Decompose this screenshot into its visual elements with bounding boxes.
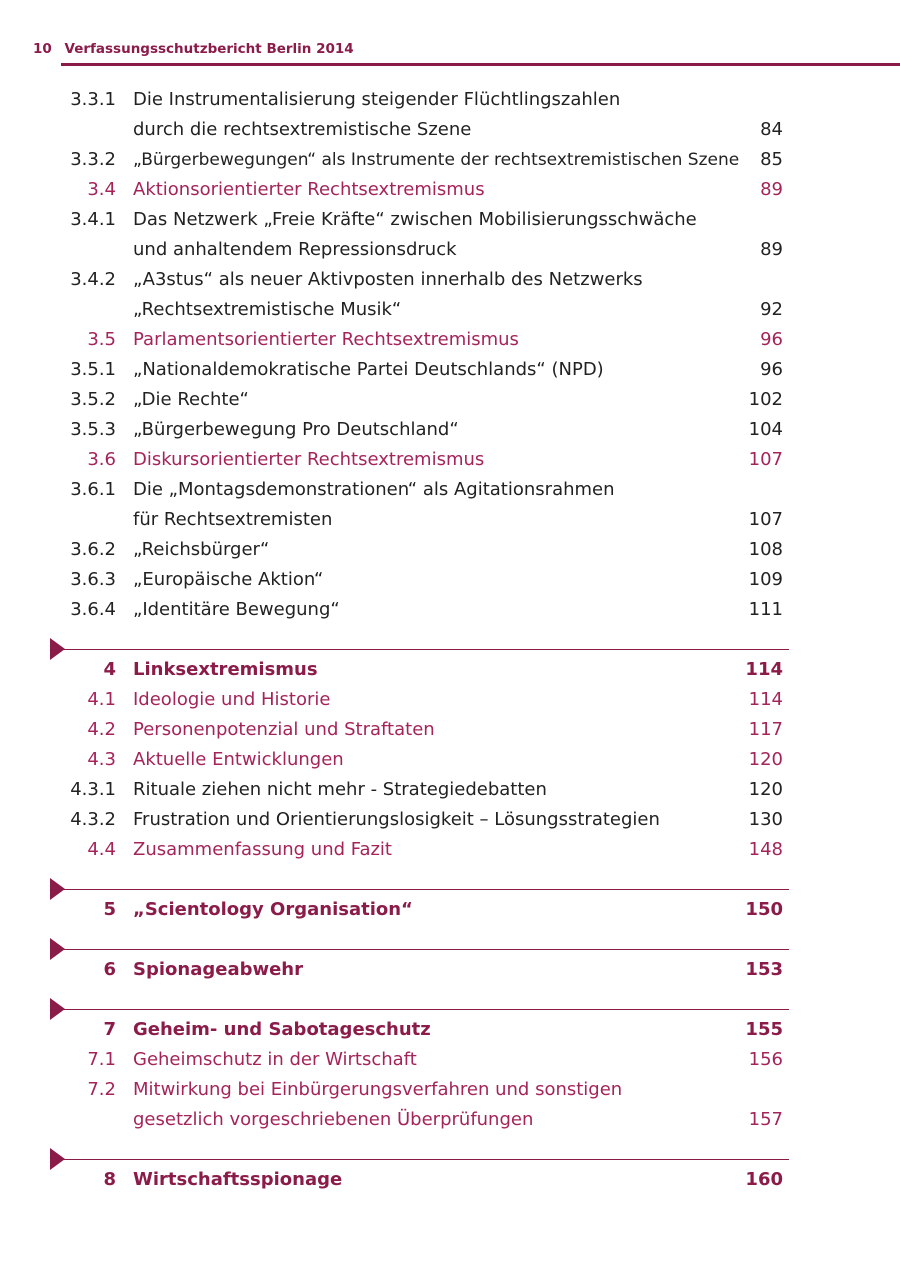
chapter-separator-line bbox=[62, 649, 789, 650]
toc-entry-title: Zusammenfassung und Fazit bbox=[133, 839, 392, 860]
toc-entry-number: 4.3.2 bbox=[70, 809, 116, 830]
toc-entry[interactable] bbox=[0, 895, 900, 925]
toc-entry[interactable] bbox=[0, 595, 900, 625]
toc-entry[interactable] bbox=[0, 1075, 900, 1105]
chapter-separator-line bbox=[62, 949, 789, 950]
toc-entry[interactable] bbox=[0, 85, 900, 115]
toc-entry-title: Rituale ziehen nicht mehr - Strategiedebatten bbox=[133, 779, 547, 800]
toc-entry-title: „A3stus“ als neuer Aktivposten innerhalb des Netzwerks bbox=[133, 269, 643, 290]
toc-entry[interactable] bbox=[0, 145, 900, 175]
toc-entry-page: 157 bbox=[748, 1109, 783, 1130]
toc-entry-page: 153 bbox=[745, 959, 783, 980]
toc-entry-number: 3.6.4 bbox=[70, 599, 116, 620]
toc-entry-title: „Bürgerbewegung Pro Deutschland“ bbox=[133, 419, 459, 440]
toc-entry-number: 4.3 bbox=[87, 749, 116, 770]
toc-entry-page: 120 bbox=[748, 749, 783, 770]
toc-entry-page: 104 bbox=[748, 419, 783, 440]
toc-entry[interactable] bbox=[0, 535, 900, 565]
toc-entry[interactable] bbox=[0, 325, 900, 355]
toc-entry-page: 111 bbox=[748, 599, 783, 620]
header-page-number: 10 bbox=[33, 41, 52, 57]
toc-entry-title: durch die rechtsextremistische Szene bbox=[133, 119, 472, 140]
toc-entry-title: Diskursorientierter Rechtsextremismus bbox=[133, 449, 485, 470]
toc-entry-page: 107 bbox=[748, 449, 783, 470]
toc-entry-title: „Europäische Aktion“ bbox=[133, 569, 324, 590]
toc-entry-title: gesetzlich vorgeschriebenen Überprüfungen bbox=[133, 1109, 534, 1130]
toc-entry-title: „Reichsbürger“ bbox=[133, 539, 270, 560]
toc-entry[interactable] bbox=[0, 1015, 900, 1045]
toc-entry[interactable] bbox=[0, 415, 900, 445]
toc-entry-page: 84 bbox=[760, 119, 783, 140]
toc-entry[interactable] bbox=[0, 805, 900, 835]
toc-entry-number: 3.5.3 bbox=[70, 419, 116, 440]
toc-entry-title: „Identitäre Bewegung“ bbox=[133, 599, 340, 620]
toc-entry-number: 5 bbox=[103, 899, 116, 920]
toc-entry-title: Aktuelle Entwicklungen bbox=[133, 749, 344, 770]
toc-entry-page: 156 bbox=[748, 1049, 783, 1070]
toc-entry-page: 155 bbox=[745, 1019, 783, 1040]
toc-entry[interactable] bbox=[0, 1105, 900, 1135]
toc-entry-number: 3.6.3 bbox=[70, 569, 116, 590]
toc-entry-page: 114 bbox=[745, 659, 783, 680]
toc-entry-number: 3.5.2 bbox=[70, 389, 116, 410]
toc-entry[interactable] bbox=[0, 505, 900, 535]
toc-entry-title: Das Netzwerk „Freie Kräfte“ zwischen Mobilisierungsschwäche bbox=[133, 209, 697, 230]
toc-entry-title: Frustration und Orientierungslosigkeit – Lösungsstrategien bbox=[133, 809, 660, 830]
toc-entry-title: Personenpotenzial und Straftaten bbox=[133, 719, 435, 740]
toc-entry-number: 3.3.1 bbox=[70, 89, 116, 110]
chapter-separator-line bbox=[62, 1009, 789, 1010]
toc-entry[interactable] bbox=[0, 385, 900, 415]
toc-entry-page: 89 bbox=[760, 179, 783, 200]
toc-entry-page: 160 bbox=[745, 1169, 783, 1190]
toc-entry-title: Aktionsorientierter Rechtsextremismus bbox=[133, 179, 485, 200]
toc-entry[interactable] bbox=[0, 565, 900, 595]
toc-entry[interactable] bbox=[0, 775, 900, 805]
toc-entry-number: 7.2 bbox=[87, 1079, 116, 1100]
toc-entry-page: 102 bbox=[748, 389, 783, 410]
toc-entry-number: 6 bbox=[103, 959, 116, 980]
toc-entry[interactable] bbox=[0, 475, 900, 505]
toc-entry[interactable] bbox=[0, 715, 900, 745]
toc-entry-number: 3.6 bbox=[87, 449, 116, 470]
toc-entry-page: 117 bbox=[748, 719, 783, 740]
toc-entry-number: 4.2 bbox=[87, 719, 116, 740]
toc-entry-page: 96 bbox=[760, 329, 783, 350]
toc-entry-page: 148 bbox=[748, 839, 783, 860]
chapter-separator-line bbox=[62, 1159, 789, 1160]
toc-entry-page: 85 bbox=[760, 149, 783, 170]
toc-entry-title: Die „Montagsdemonstrationen“ als Agitationsrahmen bbox=[133, 479, 615, 500]
toc-entry-title: „Nationaldemokratische Partei Deutschlands“ (NPD) bbox=[133, 359, 604, 380]
toc-entry[interactable] bbox=[0, 655, 900, 685]
toc-entry-number: 3.6.1 bbox=[70, 479, 116, 500]
toc-entry-title: Geheim- und Sabotageschutz bbox=[133, 1019, 431, 1040]
toc-entry-number: 8 bbox=[103, 1169, 116, 1190]
toc-entry-title: und anhaltendem Repressionsdruck bbox=[133, 239, 457, 260]
toc-entry-number: 4.3.1 bbox=[70, 779, 116, 800]
toc-entry-title: „Die Rechte“ bbox=[133, 389, 249, 410]
toc-entry-title: „Scientology Organisation“ bbox=[133, 899, 413, 920]
toc-entry-title: Geheimschutz in der Wirtschaft bbox=[133, 1049, 417, 1070]
header-rule bbox=[61, 63, 900, 66]
toc-entry[interactable] bbox=[0, 445, 900, 475]
running-header bbox=[33, 41, 354, 57]
toc-entry[interactable] bbox=[0, 685, 900, 715]
toc-entry-number: 7.1 bbox=[87, 1049, 116, 1070]
toc-entry-number: 4 bbox=[103, 659, 116, 680]
toc-entry[interactable] bbox=[0, 175, 900, 205]
toc-entry-title: Parlamentsorientierter Rechtsextremismus bbox=[133, 329, 519, 350]
toc-entry[interactable] bbox=[0, 955, 900, 985]
chapter-separator-line bbox=[62, 889, 789, 890]
toc-entry-number: 3.6.2 bbox=[70, 539, 116, 560]
toc-entry-title: Die Instrumentalisierung steigender Flüchtlingszahlen bbox=[133, 89, 621, 110]
toc-entry[interactable] bbox=[0, 1045, 900, 1075]
toc-entry-page: 130 bbox=[748, 809, 783, 830]
toc-entry-number: 4.4 bbox=[87, 839, 116, 860]
toc-entry-title: „Rechtsextremistische Musik“ bbox=[133, 299, 402, 320]
toc-entry[interactable] bbox=[0, 295, 900, 325]
toc-entry-title: für Rechtsextremisten bbox=[133, 509, 333, 530]
header-title: Verfassungsschutzbericht Berlin 2014 bbox=[64, 41, 354, 57]
toc-entry-title: Mitwirkung bei Einbürgerungsverfahren und sonstigen bbox=[133, 1079, 623, 1100]
toc-entry[interactable] bbox=[0, 205, 900, 235]
toc-entry-number: 3.3.2 bbox=[70, 149, 116, 170]
toc-entry-number: 3.5.1 bbox=[70, 359, 116, 380]
toc-entry[interactable] bbox=[0, 265, 900, 295]
toc-entry-page: 89 bbox=[760, 239, 783, 260]
toc-entry-number: 4.1 bbox=[87, 689, 116, 710]
toc-entry-title: Linksextremismus bbox=[133, 659, 318, 680]
toc-entry-page: 120 bbox=[748, 779, 783, 800]
toc-entry-title: Wirtschaftsspionage bbox=[133, 1169, 343, 1190]
toc-entry-page: 108 bbox=[748, 539, 783, 560]
toc-entry-title: Spionageabwehr bbox=[133, 959, 303, 980]
toc-entry-page: 96 bbox=[760, 359, 783, 380]
toc-entry-number: 3.4.2 bbox=[70, 269, 116, 290]
toc-entry[interactable] bbox=[0, 355, 900, 385]
toc-entry[interactable] bbox=[0, 835, 900, 865]
toc-entry-number: 3.5 bbox=[87, 329, 116, 350]
toc-entry-page: 109 bbox=[748, 569, 783, 590]
toc-entry-page: 114 bbox=[748, 689, 783, 710]
toc-entry[interactable] bbox=[0, 235, 900, 265]
toc-entry-title: Ideologie und Historie bbox=[133, 689, 331, 710]
toc-entry-number: 3.4.1 bbox=[70, 209, 116, 230]
toc-entry-number: 7 bbox=[103, 1019, 116, 1040]
toc-entry[interactable] bbox=[0, 1165, 900, 1195]
toc-entry-page: 107 bbox=[748, 509, 783, 530]
toc-entry-title: „Bürgerbewegungen“ als Instrumente der rechtsextremistischen Szene bbox=[133, 150, 740, 170]
toc-entry[interactable] bbox=[0, 115, 900, 145]
toc-entry[interactable] bbox=[0, 745, 900, 775]
toc-entry-page: 92 bbox=[760, 299, 783, 320]
toc-entry-number: 3.4 bbox=[87, 179, 116, 200]
toc-entry-page: 150 bbox=[745, 899, 783, 920]
